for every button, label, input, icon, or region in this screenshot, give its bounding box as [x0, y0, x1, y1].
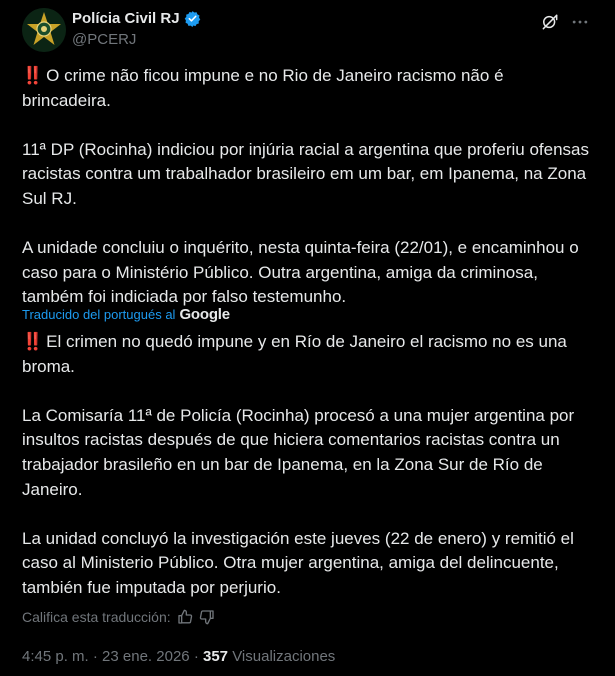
verified-badge-icon	[184, 10, 201, 27]
tweet-translated-text	[22, 330, 597, 601]
original-paragraph-1	[22, 64, 597, 113]
thumbs-up-icon[interactable]	[177, 609, 193, 625]
double-exclamation-icon: ‼️	[22, 332, 43, 351]
translated-paragraph-1-text: El crimen no quedó impune y en Río de Janeiro el racismo no es una broma.	[22, 332, 567, 376]
double-exclamation-icon: ‼️	[22, 66, 43, 85]
grok-icon[interactable]	[540, 12, 560, 32]
account-name-row[interactable]	[72, 10, 201, 27]
meta-separator: ·	[92, 648, 98, 665]
police-badge-avatar[interactable]	[22, 8, 66, 52]
more-options-icon[interactable]	[570, 12, 590, 32]
account-name[interactable]: Polícia Civil RJ	[72, 10, 180, 27]
rate-translation-row	[22, 609, 215, 625]
google-logo: Google	[179, 306, 230, 323]
translated-paragraph-1	[22, 330, 597, 379]
original-paragraph-3: A unidade concluiu o inquérito, nesta quinta-feira (22/01), e encaminhou o caso para o Ministério Público. Outra argentina, amiga da criminosa, também foi indiciada por falso testemunho.	[22, 238, 579, 307]
account-handle[interactable]: @PCERJ	[72, 31, 137, 48]
thumbs-down-icon[interactable]	[199, 609, 215, 625]
translated-paragraph-3: La unidad concluyó la investigación este jueves (22 de enero) y remitió el caso al Ministerio Público. Otra mujer argentina, amiga del delincuente, también fue imputada por perjurio.	[22, 528, 574, 597]
translation-label[interactable]: Traducido del portugués al	[22, 307, 176, 322]
tweet-meta	[22, 648, 335, 665]
views-label[interactable]: Visualizaciones	[232, 648, 336, 665]
meta-separator: ·	[193, 648, 199, 665]
tweet-time[interactable]: 4:45 p. m.	[22, 648, 89, 665]
original-paragraph-2: 11ª DP (Rocinha) indiciou por injúria racial a argentina que proferiu ofensas racistas contra um trabalhador brasileiro em um bar, em Ipanema, na Zona Sul RJ.	[22, 139, 589, 208]
tweet-original-text	[22, 64, 597, 310]
views-count[interactable]: 357	[202, 648, 229, 665]
tweet-header	[22, 8, 597, 54]
tweet-date[interactable]: 23 ene. 2026	[102, 648, 190, 665]
original-paragraph-1-text: O crime não ficou impune e no Rio de Janeiro racismo não é brincadeira.	[22, 66, 504, 110]
rate-translation-label: Califica esta traducción:	[22, 609, 171, 625]
translated-paragraph-2: La Comisaría 11ª de Policía (Rocinha) procesó a una mujer argentina por insultos racistas después de que hiciera comentarios racistas contra un trabajador brasileño en un bar de Ipanema, en la Zona Sur de Río de Janeiro.	[22, 405, 575, 499]
translation-attribution[interactable]	[22, 306, 230, 323]
